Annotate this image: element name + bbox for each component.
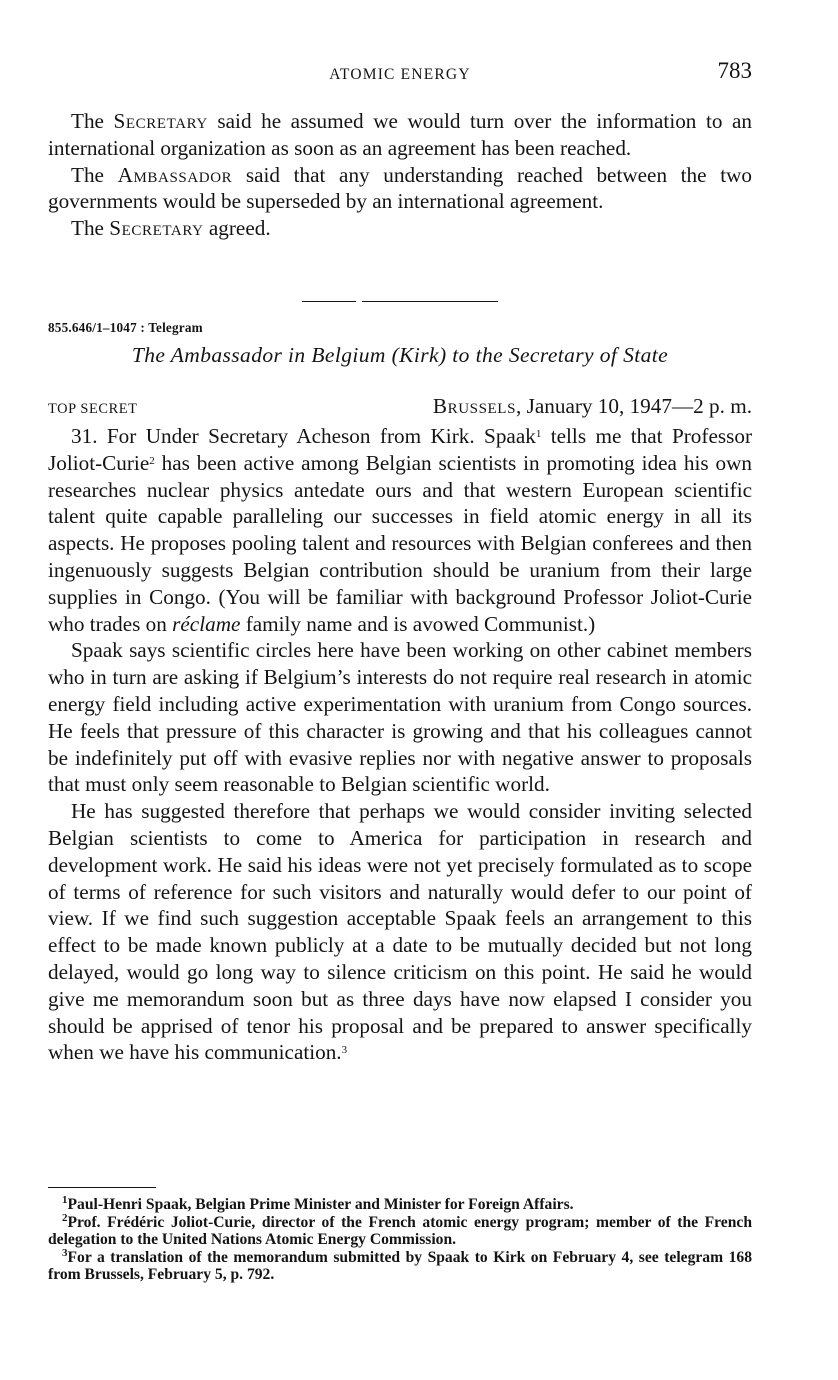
telegram-body bbox=[48, 423, 752, 1066]
footnote-rule bbox=[48, 1187, 156, 1188]
document-title: The Ambassador in Belgium (Kirk) to the Secretary of State bbox=[131, 343, 669, 367]
footnote-ref: 1 bbox=[535, 427, 542, 440]
speaker: Ambassador bbox=[117, 162, 233, 187]
dateline-place: Brussels bbox=[432, 394, 517, 418]
exchange-paragraph: The Secretary agreed. bbox=[71, 216, 271, 241]
section-divider-long bbox=[362, 301, 498, 302]
section-divider-short bbox=[302, 301, 356, 302]
footnotes bbox=[48, 1193, 752, 1284]
page-number: 783 bbox=[717, 58, 752, 83]
dateline bbox=[433, 394, 752, 419]
footnote-mark: 3 bbox=[62, 1246, 68, 1259]
footnote-mark: 1 bbox=[62, 1193, 68, 1206]
footnote: $^3$For a translation of the memorandum submitted by Spaak to Kirk on February 4, see telegram 168 from Brussels, February 5, p. 792. bbox=[48, 1246, 752, 1284]
body-paragraph: 31. For Under Secretary Acheson from Kirk. Spaak$^1$ tells me that Professor Joliot-Curie$^2$ has been active among Belgian scientists in promoting idea his own researches nuclear physics antedate ours and that western European scientific talent quite capable paralleling our successes in field atomic energy in all its aspects. He proposes pooling talent and resources with Belgian conferees and then ingenuously suggests Belgian contribution should be uranium from their large supplies in Congo. (You will be familiar with background Professor Joliot-Curie who trades on réclame family name and is avowed Communist.) bbox=[48, 424, 753, 636]
footnote: $^2$Prof. Frédéric Joliot-Curie, director of the French atomic energy program; member of the French delegation to the United Nations Atomic Energy Commission. bbox=[48, 1211, 752, 1249]
dateline-date: , January 10, 1947—2 p. m. bbox=[516, 394, 752, 418]
footnote-ref: 2 bbox=[149, 454, 155, 467]
running-head: ATOMIC ENERGY bbox=[329, 66, 471, 83]
page-header bbox=[48, 58, 752, 90]
footnote-ref: 3 bbox=[341, 1044, 348, 1057]
body-paragraph: He has suggested therefore that perhaps we would consider inviting selected Belgian scientists to come to America for participation in research and development work. He said his ideas were not yet precisely formulated as to scope of terms of reference for such visitors and naturally would defer to our point of view. If we find such suggestion acceptable Spaak feels an arrangement to this effect to be made known publicly at a date to be mutually decided but not long delayed, would go long way to silence criticism on this point. He said he would give me memorandum soon but as three days have now elapsed I consider you should be apprised of tenor his proposal and be prepared to answer specifically when we have his communication.$^3$ bbox=[48, 799, 752, 1065]
preceding-exchange bbox=[48, 108, 752, 242]
speaker: Secretary bbox=[113, 109, 208, 133]
exchange-paragraph: The Ambassador said that any understanding reached between the two governments would be superseded by an international agreement. bbox=[48, 162, 752, 214]
footnote-mark: 2 bbox=[62, 1211, 68, 1224]
footnote: $^1$Paul-Henri Spaak, Belgian Prime Minister and Minister for Foreign Affairs. bbox=[62, 1193, 574, 1213]
body-paragraph: Spaak says scientific circles here have been working on other cabinet members who in turn are asking if Belgium’s interests do not require real research in atomic energy field including active experimentation with uranium from Congo sources. He feels that pressure of this character is growing and that his colleagues cannot be indefinitely put off with evasive replies nor with negative answer to proposals that must only seem reasonable to Belgian scientific world. bbox=[48, 638, 752, 797]
exchange-paragraph: The Secretary said he assumed we would turn over the information to an international organization as soon as an agreement has been reached. bbox=[48, 109, 752, 160]
classification-label: TOP SECRET bbox=[48, 401, 138, 417]
speaker: Secretary bbox=[109, 216, 204, 241]
italic-term: réclame bbox=[172, 611, 241, 636]
file-reference: 855.646/1–1047 : Telegram bbox=[48, 320, 203, 335]
